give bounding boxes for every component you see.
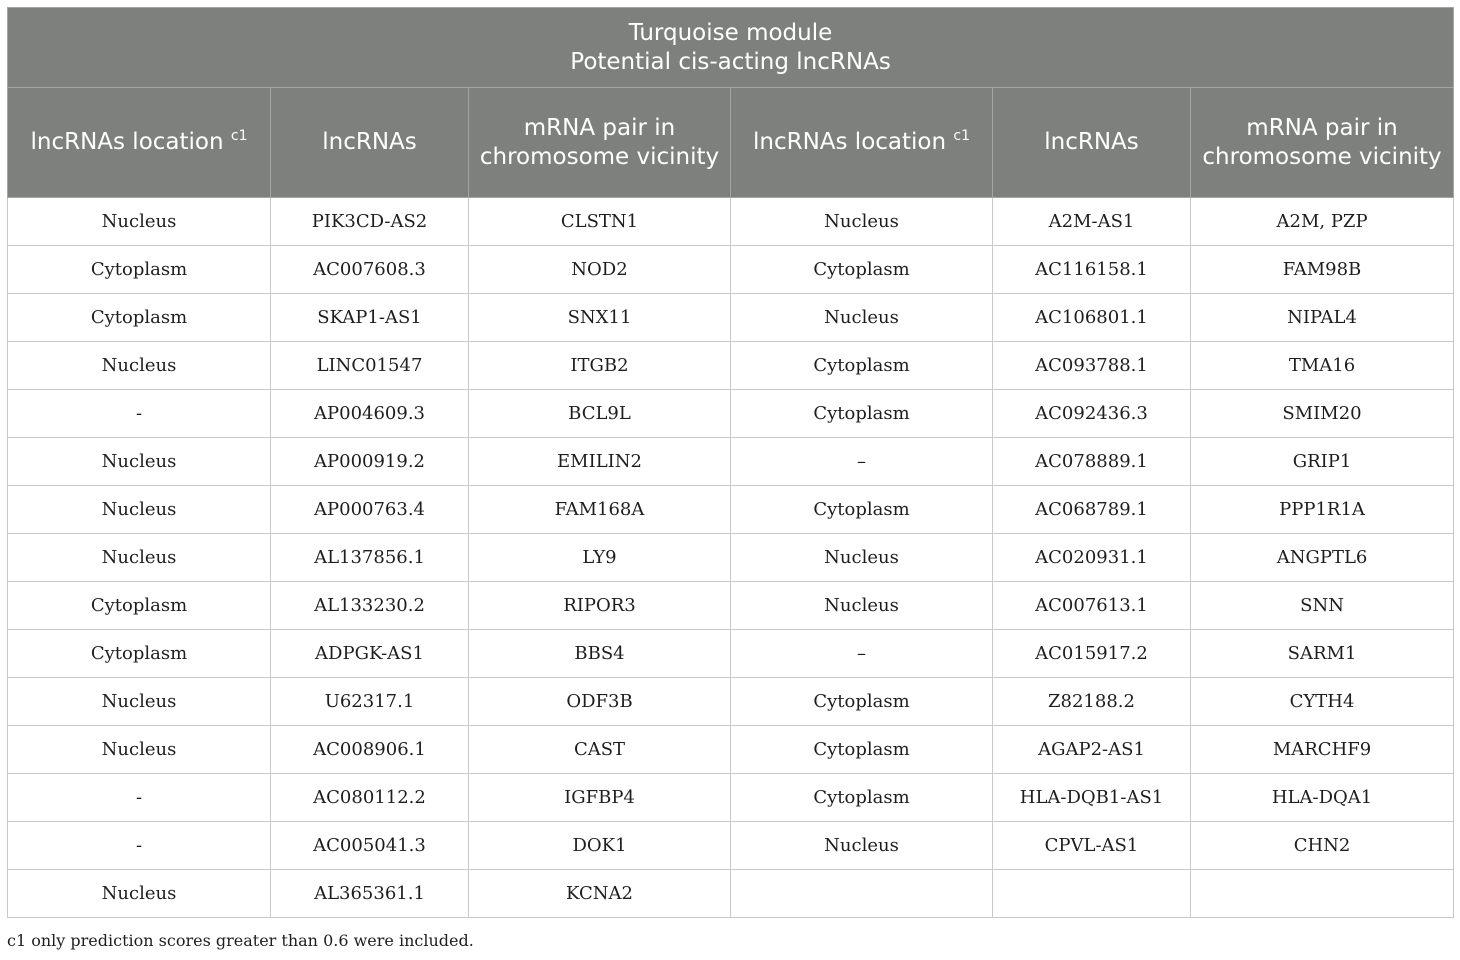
cell-lncrna-left: PIK3CD-AS2	[271, 198, 469, 246]
table-row	[8, 822, 1454, 870]
cell-mrna-left: KCNA2	[469, 870, 731, 918]
cell-mrna-right: CHN2	[1191, 822, 1454, 870]
cell-mrna-left: SNX11	[469, 294, 731, 342]
cell-lncrna-left: AC005041.3	[271, 822, 469, 870]
cell-location-right: Nucleus	[731, 822, 993, 870]
header-location-right-footnote-mark: c1	[953, 128, 970, 144]
table-row	[8, 486, 1454, 534]
table-title	[8, 8, 1454, 88]
header-location-right	[731, 88, 993, 198]
cell-mrna-right: TMA16	[1191, 342, 1454, 390]
cell-location-left: Nucleus	[8, 342, 271, 390]
cell-location-right: Cytoplasm	[731, 342, 993, 390]
cell-mrna-left: BBS4	[469, 630, 731, 678]
table-row	[8, 630, 1454, 678]
table-row	[8, 582, 1454, 630]
cell-lncrna-left: AP004609.3	[271, 390, 469, 438]
cell-location-left: -	[8, 390, 271, 438]
cell-mrna-left: DOK1	[469, 822, 731, 870]
cell-mrna-left: BCL9L	[469, 390, 731, 438]
cell-location-left: Nucleus	[8, 486, 271, 534]
header-location-right-label: lncRNAs location	[752, 129, 947, 155]
cell-mrna-left: EMILIN2	[469, 438, 731, 486]
cell-location-right: Cytoplasm	[731, 774, 993, 822]
table-title-line2: Potential cis-acting lncRNAs	[570, 48, 891, 75]
header-location-left-label: lncRNAs location	[30, 129, 224, 155]
table-row	[8, 774, 1454, 822]
cell-lncrna-right: AC116158.1	[993, 246, 1191, 294]
cell-mrna-right: SARM1	[1191, 630, 1454, 678]
table-row	[8, 438, 1454, 486]
cell-location-left: Cytoplasm	[8, 582, 271, 630]
table-head	[8, 8, 1454, 198]
table-row	[8, 870, 1454, 918]
cell-mrna-right	[1191, 870, 1454, 918]
cell-location-left: Nucleus	[8, 438, 271, 486]
cell-lncrna-left: AL137856.1	[271, 534, 469, 582]
cell-mrna-right: SMIM20	[1191, 390, 1454, 438]
cell-mrna-left: NOD2	[469, 246, 731, 294]
header-lncrnas-left: lncRNAs	[271, 88, 469, 198]
cell-mrna-left: CLSTN1	[469, 198, 731, 246]
cell-lncrna-right: CPVL-AS1	[993, 822, 1191, 870]
cell-lncrna-right: AC106801.1	[993, 294, 1191, 342]
cell-location-right: Cytoplasm	[731, 726, 993, 774]
cell-lncrna-left: AP000919.2	[271, 438, 469, 486]
cell-lncrna-right: AGAP2-AS1	[993, 726, 1191, 774]
cell-lncrna-right: AC078889.1	[993, 438, 1191, 486]
cell-location-right: Cytoplasm	[731, 390, 993, 438]
table-row	[8, 342, 1454, 390]
cell-mrna-left: ODF3B	[469, 678, 731, 726]
cell-location-left: Nucleus	[8, 198, 271, 246]
table-row	[8, 390, 1454, 438]
cell-location-left: Nucleus	[8, 726, 271, 774]
cell-location-left: Cytoplasm	[8, 630, 271, 678]
table-row	[8, 198, 1454, 246]
cell-lncrna-right: AC015917.2	[993, 630, 1191, 678]
cell-mrna-left: IGFBP4	[469, 774, 731, 822]
table-footnote: c1 only prediction scores greater than 0.6 were included.	[7, 931, 474, 950]
cell-lncrna-right: A2M-AS1	[993, 198, 1191, 246]
cell-lncrna-right: AC020931.1	[993, 534, 1191, 582]
header-location-left-footnote-mark: c1	[230, 128, 248, 144]
header-mrna-left: mRNA pair in chromosome vicinity	[469, 88, 731, 198]
cell-location-right: Cytoplasm	[731, 678, 993, 726]
cell-mrna-left: FAM168A	[469, 486, 731, 534]
header-location-left	[8, 88, 271, 198]
cell-mrna-right: CYTH4	[1191, 678, 1454, 726]
cell-location-left: Nucleus	[8, 678, 271, 726]
cell-lncrna-left: AL133230.2	[271, 582, 469, 630]
title-row	[8, 8, 1454, 88]
cell-lncrna-right: AC007613.1	[993, 582, 1191, 630]
cell-lncrna-right: AC092436.3	[993, 390, 1191, 438]
table-row	[8, 678, 1454, 726]
lncrna-table	[7, 7, 1454, 918]
cell-location-right	[731, 870, 993, 918]
cell-location-right: –	[731, 630, 993, 678]
table-row	[8, 726, 1454, 774]
cell-mrna-right: PPP1R1A	[1191, 486, 1454, 534]
cell-mrna-right: NIPAL4	[1191, 294, 1454, 342]
cell-lncrna-left: AC008906.1	[271, 726, 469, 774]
cell-mrna-left: ITGB2	[469, 342, 731, 390]
table-row	[8, 294, 1454, 342]
cell-mrna-right: A2M, PZP	[1191, 198, 1454, 246]
cell-lncrna-right: AC068789.1	[993, 486, 1191, 534]
cell-lncrna-left: AP000763.4	[271, 486, 469, 534]
cell-lncrna-left: AC007608.3	[271, 246, 469, 294]
table-title-line1: Turquoise module	[628, 19, 833, 46]
cell-mrna-right: GRIP1	[1191, 438, 1454, 486]
cell-lncrna-left: ADPGK-AS1	[271, 630, 469, 678]
cell-location-right: Nucleus	[731, 582, 993, 630]
cell-location-left: Cytoplasm	[8, 294, 271, 342]
cell-mrna-right: ANGPTL6	[1191, 534, 1454, 582]
cell-mrna-left: LY9	[469, 534, 731, 582]
cell-lncrna-left: AL365361.1	[271, 870, 469, 918]
cell-mrna-left: CAST	[469, 726, 731, 774]
table-body	[8, 198, 1454, 918]
header-mrna-right: mRNA pair in chromosome vicinity	[1191, 88, 1454, 198]
cell-lncrna-left: U62317.1	[271, 678, 469, 726]
cell-lncrna-left: LINC01547	[271, 342, 469, 390]
cell-location-left: Nucleus	[8, 870, 271, 918]
cell-location-right: Cytoplasm	[731, 246, 993, 294]
cell-location-right: Nucleus	[731, 198, 993, 246]
table-row	[8, 534, 1454, 582]
cell-mrna-right: SNN	[1191, 582, 1454, 630]
cell-lncrna-left: SKAP1-AS1	[271, 294, 469, 342]
cell-location-left: Cytoplasm	[8, 246, 271, 294]
cell-location-right: Nucleus	[731, 534, 993, 582]
header-lncrnas-right: lncRNAs	[993, 88, 1191, 198]
column-header-row	[8, 88, 1454, 198]
cell-mrna-left: RIPOR3	[469, 582, 731, 630]
cell-location-right: Cytoplasm	[731, 486, 993, 534]
cell-mrna-right: MARCHF9	[1191, 726, 1454, 774]
cell-location-left: -	[8, 774, 271, 822]
cell-location-right: –	[731, 438, 993, 486]
cell-lncrna-right: AC093788.1	[993, 342, 1191, 390]
cell-location-right: Nucleus	[731, 294, 993, 342]
cell-lncrna-right: Z82188.2	[993, 678, 1191, 726]
lncrna-table-container	[7, 7, 1453, 918]
cell-lncrna-right: HLA-DQB1-AS1	[993, 774, 1191, 822]
table-row	[8, 246, 1454, 294]
cell-location-left: -	[8, 822, 271, 870]
cell-mrna-right: FAM98B	[1191, 246, 1454, 294]
cell-lncrna-right	[993, 870, 1191, 918]
cell-lncrna-left: AC080112.2	[271, 774, 469, 822]
cell-mrna-right: HLA-DQA1	[1191, 774, 1454, 822]
cell-location-left: Nucleus	[8, 534, 271, 582]
